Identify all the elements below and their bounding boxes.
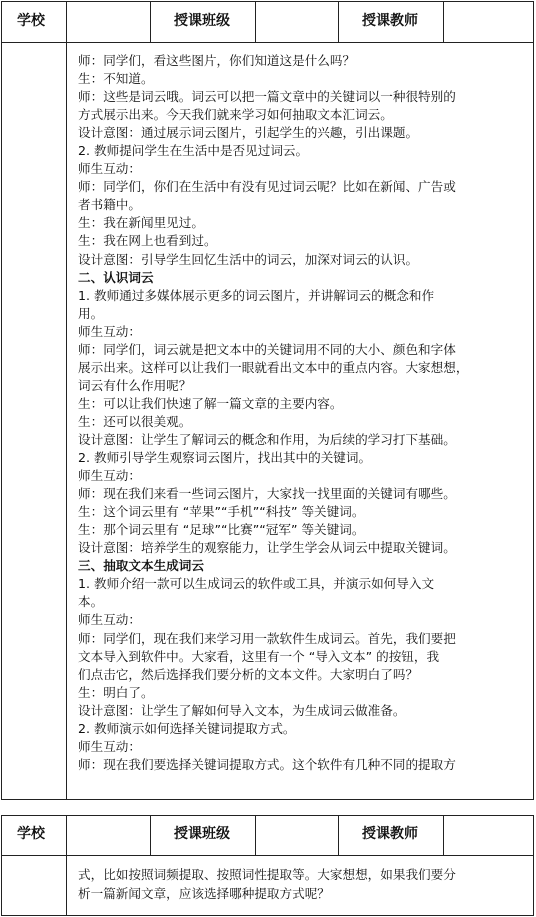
school-column-divider [66, 1, 67, 800]
text-line: 2. 教师提问学生在生活中是否见过词云。 [78, 143, 309, 159]
text-line: 用。 [78, 305, 104, 321]
text-line: 本。 [78, 594, 104, 610]
text-line: 文本导入到软件中。大家看，这里有一个 “导入文本” 的按钮，我 [78, 648, 440, 664]
text-line: 设计意图：引导学生回忆生活中的词云，加深对词云的认识。 [78, 251, 419, 267]
text-line: 师生互动： [78, 323, 141, 339]
text-line: 师生互动： [78, 738, 141, 754]
text-line: 1. 教师介绍一款可以生成词云的软件或工具，并演示如何导入文 [78, 576, 435, 592]
text-line: 们点击它，然后选择我们要分析的文本文件。大家明白了吗？ [78, 666, 419, 682]
teacher-label: 授课教师 [362, 13, 418, 29]
class-label: 授课班级 [174, 826, 230, 842]
header-divider-4 [443, 815, 444, 855]
header-row-divider [1, 42, 534, 43]
text-line: 师：同学们，词云就是把文本中的关键词用不同的大小、颜色和字体 [78, 341, 456, 357]
text-line: 生：这个词云里有 “苹果”“手机”“科技” 等关键词。 [78, 504, 365, 520]
text-line: 展示出来。这样可以让我们一眼就看出文本中的重点内容。大家想想， [78, 359, 469, 375]
school-label: 学校 [17, 13, 45, 29]
teacher-label: 授课教师 [362, 826, 418, 842]
text-line: 生：还可以很美观。 [78, 413, 192, 429]
text-line: 设计意图：让学生了解如何导入文本，为生成词云做准备。 [78, 702, 406, 718]
lesson-content-page1 [78, 52, 518, 774]
text-line: 生：明白了。 [78, 684, 154, 700]
header-divider-2 [255, 1, 256, 42]
text-line: 师：现在我们来看一些词云图片，大家找一找里面的关键词有哪些。 [78, 486, 456, 502]
text-line: 生：可以让我们快速了解一篇文章的主要内容。 [78, 395, 343, 411]
school-label: 学校 [17, 826, 45, 842]
lesson-content-page2 [78, 866, 518, 903]
text-line: 2. 教师演示如何选择关键词提取方式。 [78, 720, 296, 736]
text-line: 析一篇新闻文章，应该选择哪种提取方式呢？ [78, 885, 330, 901]
text-line: 师：同学们，现在我们来学习用一款软件生成词云。首先，我们要把 [78, 630, 456, 646]
text-line: 词云有什么作用呢？ [78, 377, 192, 393]
text-line: 师：现在我们要选择关键词提取方式。这个软件有几种不同的提取方 [78, 756, 456, 772]
text-line: 者书籍中。 [78, 197, 141, 213]
text-line: 方式展示出来。今天我们就来学习如何抽取文本汇词云。 [78, 107, 393, 123]
section-heading: 二、认识词云 [78, 269, 154, 285]
text-line: 师生互动： [78, 612, 141, 628]
text-line: 师：同学们，你们在生活中有没有见过词云呢？比如在新闻、广告或 [78, 179, 456, 195]
header-divider-4 [443, 1, 444, 42]
text-line: 师生互动： [78, 161, 141, 177]
header-divider-2 [255, 815, 256, 855]
header-divider-1 [150, 815, 151, 855]
text-line: 师：同学们，看这些图片，你们知道这是什么吗？ [78, 53, 356, 68]
text-line: 设计意图：培养学生的观察能力，让学生学会从词云中提取关键词。 [78, 540, 456, 556]
text-line: 生：我在新闻里见过。 [78, 215, 204, 231]
header-divider-3 [338, 1, 339, 42]
section-heading: 三、抽取文本生成词云 [78, 558, 204, 574]
text-line: 生：那个词云里有 “足球”“比赛”“冠军” 等关键词。 [78, 522, 365, 538]
header-row-divider [1, 855, 534, 856]
school-column-divider [66, 815, 67, 916]
text-line: 2. 教师引导学生观察词云图片，找出其中的关键词。 [78, 450, 372, 466]
text-line: 设计意图：通过展示词云图片，引起学生的兴趣，引出课题。 [78, 125, 419, 141]
class-label: 授课班级 [174, 13, 230, 29]
text-line: 生：不知道。 [78, 71, 154, 87]
header-divider-3 [338, 815, 339, 855]
text-line: 师：这些是词云哦。词云可以把一篇文章中的关键词以一种很特别的 [78, 89, 456, 105]
header-divider-1 [150, 1, 151, 42]
text-line: 生：我在网上也看到过。 [78, 233, 217, 249]
text-line: 师生互动： [78, 468, 141, 484]
text-line: 式，比如按照词频提取、按照词性提取等。大家想想，如果我们要分 [78, 867, 456, 882]
text-line: 设计意图：让学生了解词云的概念和作用，为后续的学习打下基础。 [78, 431, 456, 447]
text-line: 1. 教师通过多媒体展示更多的词云图片，并讲解词云的概念和作 [78, 287, 435, 303]
